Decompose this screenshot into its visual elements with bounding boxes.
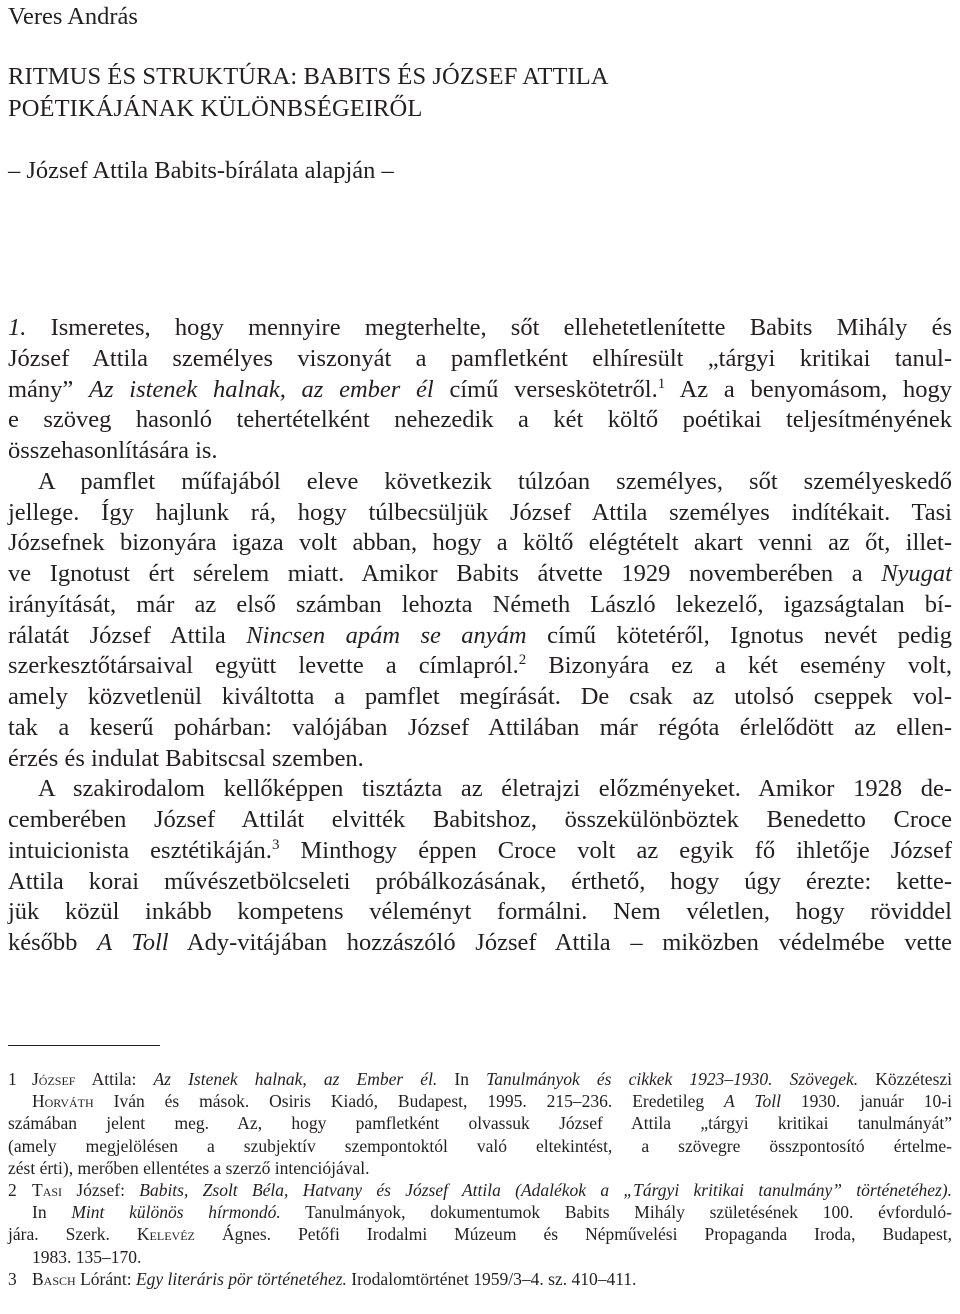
footnote-1-continued: [8, 1090, 952, 1179]
footnote-3: [8, 1268, 952, 1290]
text-line: tak a keserű pohárban: valójában József Attilában már régóta érlelődött az ellen-: [8, 713, 952, 741]
book-title: Nincsen apám se anyám: [246, 621, 527, 649]
text-line: intuicionista esztétikáján.$^3$ Minthogy éppen Croce volt az egyik fő ihletője József: [8, 836, 952, 864]
footnote-ref-3[interactable]: 3: [271, 836, 280, 853]
footnote-line: zést érti), merőben ellentétes a szerző intenciójával.: [8, 1157, 370, 1178]
paragraph-1: [8, 313, 952, 467]
article-title-line-1: RITMUS ÉS STRUKTÚRA: BABITS ÉS JÓZSEF ATTILA: [8, 63, 609, 90]
text-line: érzés és indulat Babitscsal szemben.: [8, 744, 364, 772]
article-title-line-2: POÉTIKÁJÁNAK KÜLÖNBSÉGEIRŐL: [8, 94, 423, 122]
text-line: jük közül inkább kompetens véleményt formálni. Nem véletlen, hogy röviddel: [8, 898, 952, 926]
text-line: Józsefnek bizonyára igaza volt abban, hogy a költő elégtételt akart venni az őt, illet-: [8, 529, 952, 557]
article-subtitle: – József Attila Babits-bírálata alapján –: [8, 157, 394, 184]
text-line: mány” Az istenek halnak, az ember él című verseskötetről.$^1$ Az a benyomásom, hogy: [8, 375, 952, 403]
author-name: Veres András: [8, 3, 138, 30]
text-line: irányítását, már az első számban lehozta Németh László lekezelő, igazságtalan bí-: [8, 590, 952, 618]
footnote-ref-1[interactable]: 1: [657, 375, 666, 392]
text-line: A szakirodalom kellőképpen tisztázta az életrajzi előzményeket. Amikor 1928 de-: [38, 775, 952, 803]
footnote-number: 3: [8, 1268, 17, 1289]
text-line: szerkesztőtársaival együtt levette a címlapról.$^2$ Bizonyára ez a két esemény volt,: [8, 652, 953, 680]
text-line: amely közvetlenül kiváltotta a pamflet megírását. De csak az utolsó cseppek vol-: [8, 683, 952, 710]
text-line: 1. Ismeretes, hogy mennyire megterhelte, sőt ellehetetlenítette Babits Mihály és: [8, 314, 952, 341]
footnote-1: [8, 1068, 952, 1090]
footnote-number: 1: [8, 1069, 17, 1089]
footnote-line: Basch Lóránt: Egy literáris pör történetéhez. Irodalomtörténet 1959/3–4. sz. 410–411.: [32, 1268, 637, 1289]
book-title: Az istenek halnak, az ember él: [89, 375, 434, 403]
text-line: ve Ignotust ért sérelem miatt. Amikor Babits átvette 1929 novemberében a Nyugat: [8, 560, 952, 587]
footnote-2-continued: [8, 1201, 952, 1268]
footnote-ref-2[interactable]: 2: [518, 652, 527, 669]
paragraph-2: [8, 467, 952, 775]
journal-title: Nyugat: [881, 560, 952, 587]
article-body: [8, 313, 952, 959]
text-line: rálatát József Attila Nincsen apám se anyám című kötetéről, Ignotus nevét pedig: [8, 621, 952, 649]
section-number-line: 1.: [8, 314, 27, 341]
footnote-divider: [8, 1045, 160, 1046]
footnote-line: jára. Szerk. Kelevéz Ágnes. Petőfi Irodalmi Múzeum és Népművelési Propaganda Iroda, Budapest,: [8, 1224, 952, 1245]
article-title: [8, 61, 609, 124]
footnotes: [8, 1068, 952, 1290]
text-line: összehasonlítására is.: [8, 437, 218, 464]
text-line: cemberében József Attilát elvitték Babitshoz, összekülönböztek Benedetto Croce: [8, 806, 952, 833]
footnote-2: [8, 1179, 952, 1201]
footnote-line: Horváth Iván és mások. Osiris Kiadó, Budapest, 1995. 215–236. Eredetileg A Toll 1930. január 10-i: [32, 1091, 952, 1112]
text-line: Attila korai művészetbölcseleti próbálkozásának, érthető, hogy úgy érezte: kette-: [8, 867, 952, 895]
text-line: később A Toll Ady-vitájában hozzászóló József Attila – miközben védelmébe vette: [8, 929, 953, 956]
text-line: A pamflet műfajából eleve következik túlzóan személyes, sőt személyeskedő: [38, 467, 952, 495]
paragraph-3: [8, 774, 952, 959]
journal-title: A Toll: [97, 929, 169, 956]
footnote-line: 1983. 135–170.: [32, 1246, 142, 1267]
text-line: József Attila személyes viszonyát a pamfletként elhíresült „tárgyi kritikai tanul-: [8, 344, 952, 372]
footnote-number: 2: [8, 1180, 17, 1201]
footnote-line: In Mint különös hírmondó. Tanulmányok, dokumentumok Babits Mihály születésének 100. évforduló-: [32, 1202, 952, 1223]
footnote-line: Tasi József: Babits, Zsolt Béla, Hatvany és József Attila (Adalékok a „Tárgyi kritikai tanulmány” történetéhez).: [32, 1180, 952, 1201]
footnote-line: József Attila: Az Istenek halnak, az Ember él. In Tanulmányok és cikkek 1923–1930. Szövegek. Közzéteszi: [32, 1069, 953, 1089]
text-line: e szöveg hasonló tehertételként nehezedik a két költő poétikai teljesítményének: [8, 406, 952, 434]
footnote-line: (amely megjelölésen a szubjektív szempontoktól való eltekintést, a szövegre összpontosító értelme-: [8, 1135, 952, 1156]
text-line: jellege. Így hajlunk rá, hogy túlbecsüljük József Attila személyes indítékait. Tasi: [8, 498, 952, 526]
footnote-line: számában jelent meg. Az, hogy pamfletként olvassuk József Attila „tárgyi kritikai tanulmányát”: [8, 1113, 952, 1134]
